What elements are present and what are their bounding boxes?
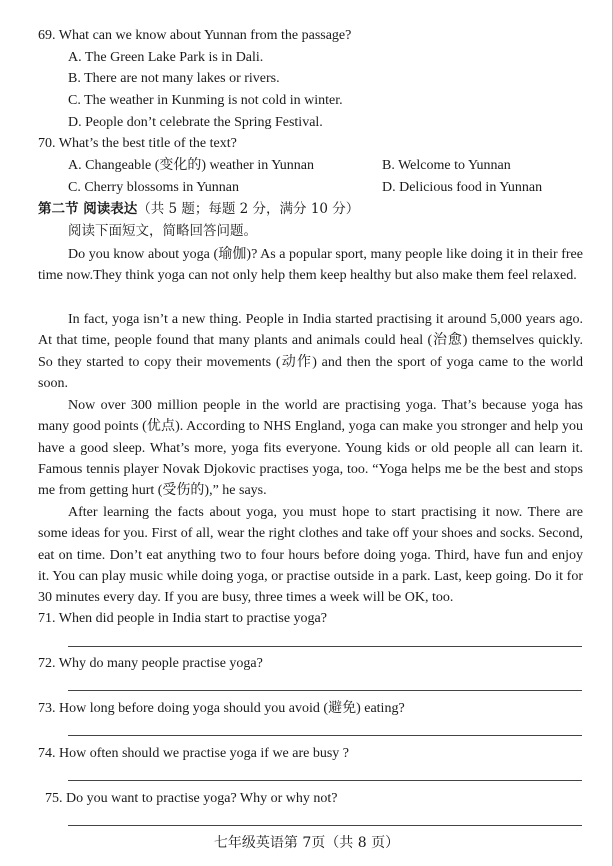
answer-line-72[interactable] bbox=[68, 690, 582, 691]
option-69-b: B. There are not many lakes or rivers. bbox=[68, 71, 280, 86]
question-69: 69. What can we know about Yunnan from the passage? bbox=[38, 28, 352, 43]
option-69-a: A. The Green Lake Park is in Dali. bbox=[68, 50, 264, 65]
question-74: 74. How often should we practise yoga if we are busy ? bbox=[38, 746, 350, 761]
question-71: 71. When did people in India start to practise yoga? bbox=[38, 611, 327, 626]
section-title: 第二节 阅读表达 bbox=[38, 201, 138, 217]
option-70-a: A. Changeable (变化的) weather in Yunnan bbox=[68, 158, 314, 173]
passage-paragraph-2: In fact, yoga isn’t a new thing. People in India started practising it around 5,000 years ago. At that time, people found that many plants and animals could heal (治愈) themselves quickly. So they started to copy their movements (动作) and then the sport of yoga came to the world soon. bbox=[38, 312, 583, 391]
page-footer: 七年级英语第 7页（共 8 页） bbox=[213, 835, 400, 851]
section-heading bbox=[38, 200, 359, 218]
answer-line-75[interactable] bbox=[68, 825, 582, 826]
option-69-c: C. The weather in Kunming is not cold in winter. bbox=[68, 93, 343, 108]
section-score-note: （共 5 题；每题 2 分，满分 10 分） bbox=[137, 201, 360, 217]
question-75: 75. Do you want to practise yoga? Why or why not? bbox=[45, 791, 338, 806]
passage-paragraph-4: After learning the facts about yoga, you must hope to start practising it now. There are some ideas for you. First of all, wear the right clothes and take off your shoes and socks. Second, eat on time. Don’t eat anything two to four hours before doing yoga. Third, have fun and enjoy it. You can play music while doing yoga, or practise outside in a park. Last, keep going. Do it for 30 minutes every day. If you are busy, three times a week will be OK, too. bbox=[38, 505, 583, 606]
passage-paragraph-1: Do you know about yoga (瑜伽)? As a popular sport, many people like doing it in their free time now.They think yoga can not only help them keep healthy but also make them feel relaxed. bbox=[38, 247, 583, 284]
option-70-c: C. Cherry blossoms in Yunnan bbox=[68, 180, 239, 195]
option-70-d: D. Delicious food in Yunnan bbox=[382, 180, 543, 195]
answer-line-74[interactable] bbox=[68, 780, 582, 781]
passage-paragraph-3: Now over 300 million people in the world are practising yoga. That’s because yoga has many good points (优点). According to NHS England, yoga can make you stronger and help you have a good sleep. What’s more, yoga fits everyone. Young kids or old people all can learn it. Famous tennis player Novak Djokovic practises yoga, too. “Yoga helps me be the best and stops me from getting hurt (受伤的),” he says. bbox=[38, 398, 583, 499]
section-instruction: 阅读下面短文，简略回答问题。 bbox=[68, 223, 257, 239]
question-73: 73. How long before doing yoga should you avoid (避免) eating? bbox=[38, 701, 405, 716]
answer-line-73[interactable] bbox=[68, 735, 582, 736]
option-70-b: B. Welcome to Yunnan bbox=[382, 158, 511, 173]
option-69-d: D. People don’t celebrate the Spring Festival. bbox=[68, 115, 323, 130]
answer-line-71[interactable] bbox=[68, 646, 582, 647]
question-70: 70. What’s the best title of the text? bbox=[38, 136, 237, 151]
question-72: 72. Why do many people practise yoga? bbox=[38, 656, 263, 671]
